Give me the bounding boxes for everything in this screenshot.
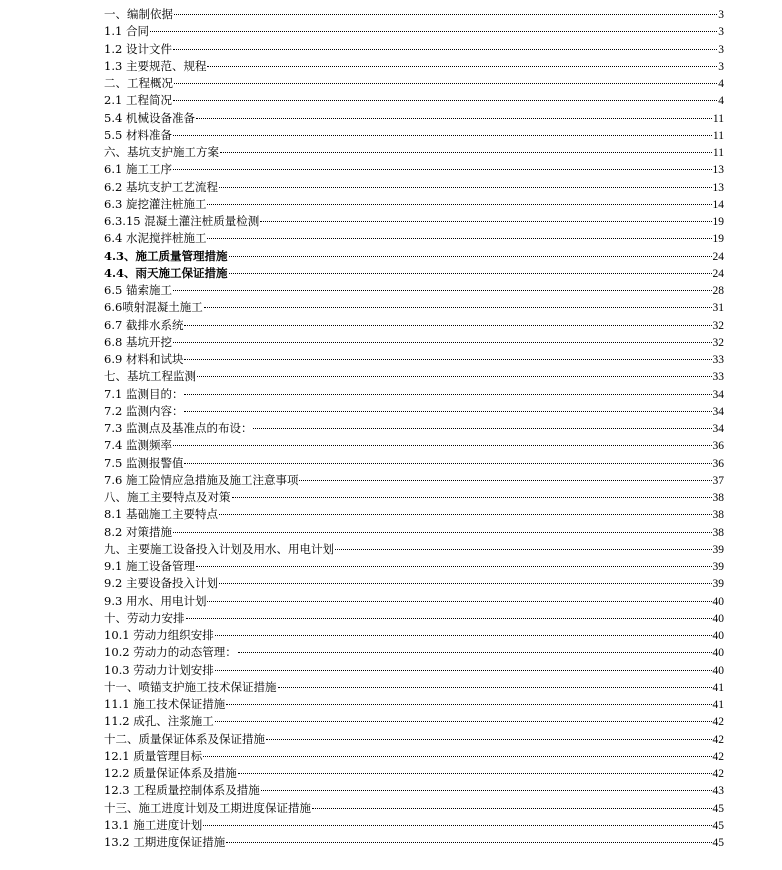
toc-entry-page-number: 13 — [712, 181, 724, 194]
toc-entry-title: 7.3 监测点及基准点的布设： — [104, 421, 253, 435]
toc-entry-page-number: 19 — [712, 233, 724, 246]
toc-entry-title: 6.5 锚索施工 — [104, 283, 172, 297]
toc-entry-title: 12.3 工程质量控制体系及措施 — [104, 783, 260, 798]
toc-entry-title: 六、基坑支护施工方案 — [104, 145, 219, 159]
toc-entry-title: 10.3 劳动力计划安排 — [104, 662, 214, 677]
toc-entry-page-number: 4 — [718, 95, 724, 108]
toc-entry-page-number: 4 — [718, 78, 724, 90]
toc-entry-page-number: 34 — [712, 388, 724, 401]
dot-leader — [215, 670, 712, 671]
toc-entry-page-number: 3 — [718, 26, 724, 39]
dot-leader — [335, 549, 712, 550]
dot-leader — [173, 342, 712, 343]
toc-entry[interactable] — [104, 420, 724, 437]
toc-entry-page-number: 39 — [712, 543, 724, 556]
toc-entry[interactable] — [104, 127, 724, 144]
toc-entry-page-number: 36 — [712, 440, 724, 453]
dot-leader — [173, 100, 717, 101]
toc-entry-title: 1.1 合同 — [104, 24, 149, 39]
table-of-contents — [104, 6, 724, 851]
toc-entry-title: 十三、施工进度计划及工期进度保证措施 — [104, 800, 311, 815]
toc-entry[interactable] — [104, 179, 724, 196]
toc-entry-title: 6.6喷射混凝土施工 — [104, 300, 203, 315]
toc-entry-title: 6.3 旋挖灌注桩施工 — [104, 196, 207, 211]
toc-entry-title: 一、编制依据 — [104, 7, 173, 21]
toc-entry[interactable] — [104, 213, 724, 230]
toc-entry[interactable] — [104, 765, 724, 782]
dot-leader — [229, 256, 712, 257]
toc-entry[interactable] — [104, 196, 724, 213]
toc-entry-title: 8.2 对策措施 — [104, 524, 172, 539]
toc-entry[interactable] — [104, 558, 724, 575]
toc-entry[interactable] — [104, 23, 724, 40]
dot-leader — [173, 49, 717, 50]
toc-entry-title: 4.3、施工质量管理措施 — [104, 248, 228, 263]
toc-entry-page-number: 40 — [712, 664, 724, 677]
dot-leader — [238, 773, 712, 774]
toc-entry-title: 9.3 用水、用电计划 — [104, 593, 207, 608]
dot-leader — [266, 739, 712, 740]
toc-entry-page-number: 19 — [712, 216, 724, 228]
toc-entry-title: 7.2 监测内容： — [104, 403, 184, 418]
toc-entry-title: 5.5 材料准备 — [104, 127, 172, 142]
toc-entry-page-number: 11 — [712, 147, 724, 159]
toc-entry[interactable] — [104, 248, 724, 265]
toc-entry-title: 8.1 基础施工主要特点 — [104, 507, 218, 522]
dot-leader — [226, 842, 711, 843]
toc-entry[interactable] — [104, 351, 724, 368]
toc-entry-page-number: 38 — [712, 492, 724, 504]
toc-entry[interactable] — [104, 58, 724, 75]
toc-entry-title: 12.1 质量管理目标 — [104, 748, 203, 763]
toc-entry-page-number: 33 — [712, 371, 724, 384]
dot-leader — [219, 187, 712, 188]
dot-leader — [312, 808, 712, 809]
toc-entry-title: 7.5 监测报警值 — [104, 455, 184, 470]
dot-leader — [232, 497, 712, 498]
toc-entry[interactable] — [104, 593, 724, 610]
toc-entry-title: 二、工程概况 — [104, 76, 173, 90]
toc-entry-page-number: 42 — [712, 768, 724, 780]
toc-entry[interactable] — [104, 782, 724, 799]
toc-entry-page-number: 32 — [712, 336, 724, 349]
toc-entry-page-number: 28 — [712, 285, 724, 297]
toc-entry-title: 12.2 质量保证体系及措施 — [104, 766, 237, 780]
toc-entry-page-number: 38 — [712, 509, 724, 522]
toc-entry[interactable] — [104, 817, 724, 834]
dot-leader — [174, 14, 717, 15]
toc-entry[interactable] — [104, 144, 724, 161]
dot-leader — [260, 221, 711, 222]
toc-entry[interactable] — [104, 403, 724, 420]
toc-entry[interactable] — [104, 610, 724, 627]
toc-entry[interactable] — [104, 662, 724, 679]
dot-leader — [226, 704, 711, 705]
toc-entry[interactable] — [104, 489, 724, 506]
dot-leader — [196, 118, 712, 119]
toc-entry[interactable] — [104, 679, 724, 696]
dot-leader — [184, 359, 711, 360]
toc-entry[interactable] — [104, 92, 724, 109]
dot-leader — [238, 652, 712, 653]
dot-leader — [207, 66, 717, 67]
toc-entry[interactable] — [104, 506, 724, 523]
toc-entry[interactable] — [104, 386, 724, 403]
dot-leader — [215, 635, 712, 636]
dot-leader — [184, 411, 711, 412]
dot-leader — [207, 238, 711, 239]
dot-leader — [173, 135, 712, 136]
toc-entry-page-number: 43 — [712, 785, 724, 798]
dot-leader — [150, 31, 717, 32]
toc-entry[interactable] — [104, 696, 724, 713]
toc-entry[interactable] — [104, 713, 724, 730]
toc-entry-page-number: 31 — [712, 302, 724, 315]
toc-entry-page-number: 39 — [712, 578, 724, 591]
toc-entry[interactable] — [104, 368, 724, 385]
toc-entry-page-number: 45 — [712, 837, 724, 849]
dot-leader — [173, 169, 712, 170]
toc-entry-title: 6.2 基坑支护工艺流程 — [104, 179, 218, 194]
toc-entry[interactable] — [104, 541, 724, 558]
toc-entry[interactable] — [104, 644, 724, 661]
toc-entry[interactable] — [104, 437, 724, 454]
toc-entry-page-number: 34 — [712, 405, 724, 418]
dot-leader — [173, 290, 712, 291]
toc-entry-title: 七、基坑工程监测 — [104, 369, 196, 384]
toc-entry-title: 九、主要施工设备投入计划及用水、用电计划 — [104, 541, 334, 556]
dot-leader — [196, 566, 712, 567]
toc-entry[interactable] — [104, 282, 724, 299]
toc-entry-title: 1.3 主要规范、规程 — [104, 58, 207, 73]
toc-entry-title: 11.1 施工技术保证措施 — [104, 697, 226, 711]
dot-leader — [197, 376, 712, 377]
toc-entry-title: 10.1 劳动力组织安排 — [104, 628, 214, 642]
toc-entry-page-number: 38 — [712, 526, 724, 539]
toc-entry[interactable] — [104, 41, 724, 58]
toc-entry[interactable] — [104, 110, 724, 127]
dot-leader — [220, 152, 712, 153]
toc-entry[interactable] — [104, 731, 724, 748]
dot-leader — [299, 480, 711, 481]
toc-entry-page-number: 40 — [712, 647, 724, 660]
toc-entry-title: 6.7 截排水系统 — [104, 317, 184, 332]
toc-entry-page-number: 33 — [712, 354, 724, 366]
toc-entry-title: 十二、质量保证体系及保证措施 — [104, 731, 265, 746]
toc-entry-page-number: 40 — [712, 612, 724, 625]
toc-entry[interactable] — [104, 800, 724, 817]
toc-entry-title: 十、劳动力安排 — [104, 610, 185, 625]
toc-entry[interactable] — [104, 834, 724, 851]
dot-leader — [219, 583, 712, 584]
toc-entry-page-number: 40 — [712, 595, 724, 608]
dot-leader — [229, 273, 712, 274]
toc-entry-page-number: 42 — [712, 733, 724, 746]
toc-entry-title: 10.2 劳动力的动态管理： — [104, 645, 237, 660]
toc-entry-page-number: 11 — [712, 112, 724, 125]
toc-entry-title: 13.1 施工进度计划 — [104, 817, 203, 832]
toc-entry-page-number: 34 — [712, 423, 724, 435]
toc-entry[interactable] — [104, 299, 724, 316]
toc-entry-page-number: 41 — [712, 681, 724, 694]
toc-entry[interactable] — [104, 334, 724, 351]
toc-entry-page-number: 13 — [712, 164, 724, 177]
toc-entry-page-number: 3 — [718, 60, 724, 73]
toc-entry-page-number: 14 — [712, 198, 724, 211]
toc-entry-title: 9.2 主要设备投入计划 — [104, 576, 218, 591]
dot-leader — [203, 756, 711, 757]
toc-entry-title: 13.2 工期进度保证措施 — [104, 835, 226, 849]
toc-entry-title: 6.1 施工工序 — [104, 162, 172, 177]
dot-leader — [173, 445, 712, 446]
toc-entry-title: 9.1 施工设备管理 — [104, 559, 195, 573]
dot-leader — [184, 325, 711, 326]
toc-entry-page-number: 39 — [712, 561, 724, 573]
toc-entry[interactable] — [104, 75, 724, 92]
toc-entry-page-number: 42 — [712, 716, 724, 729]
toc-entry-title: 2.1 工程简况 — [104, 93, 172, 108]
toc-entry[interactable] — [104, 524, 724, 541]
toc-entry-page-number: 24 — [712, 267, 724, 280]
toc-entry-title: 八、施工主要特点及对策 — [104, 490, 231, 504]
dot-leader — [261, 790, 712, 791]
toc-entry-page-number: 24 — [712, 250, 724, 263]
dot-leader — [278, 687, 712, 688]
toc-entry-page-number: 45 — [712, 819, 724, 832]
toc-entry-title: 4.4、雨天施工保证措施 — [104, 265, 228, 280]
toc-entry[interactable] — [104, 265, 724, 282]
dot-leader — [204, 307, 712, 308]
dot-leader — [215, 721, 712, 722]
toc-entry[interactable] — [104, 627, 724, 644]
dot-leader — [184, 463, 711, 464]
toc-entry-page-number: 3 — [718, 43, 724, 56]
toc-entry[interactable] — [104, 575, 724, 592]
toc-entry-title: 6.8 基坑开挖 — [104, 334, 172, 349]
toc-entry-title: 11.2 成孔、注浆施工 — [104, 714, 214, 729]
toc-entry-page-number: 45 — [712, 802, 724, 815]
toc-entry-page-number: 36 — [712, 457, 724, 470]
toc-entry-title: 6.3.15 混凝土灌注桩质量检测 — [104, 214, 260, 228]
toc-entry-page-number: 42 — [712, 750, 724, 763]
toc-entry-page-number: 32 — [712, 319, 724, 332]
dot-leader — [174, 83, 717, 84]
toc-entry-title: 7.1 监测目的： — [104, 386, 184, 401]
toc-entry[interactable] — [104, 6, 724, 23]
toc-entry-title: 1.2 设计文件 — [104, 41, 172, 56]
dot-leader — [207, 204, 711, 205]
toc-entry-title: 6.9 材料和试块 — [104, 352, 184, 366]
dot-leader — [184, 394, 711, 395]
dot-leader — [253, 428, 711, 429]
dot-leader — [219, 514, 712, 515]
toc-entry-title: 6.4 水泥搅拌桩施工 — [104, 231, 207, 246]
toc-entry[interactable] — [104, 455, 724, 472]
toc-entry-page-number: 40 — [712, 630, 724, 642]
toc-entry-page-number: 11 — [712, 129, 724, 142]
toc-entry[interactable] — [104, 317, 724, 334]
toc-entry-page-number: 3 — [718, 9, 724, 21]
toc-entry-page-number: 41 — [712, 699, 724, 711]
toc-entry[interactable] — [104, 748, 724, 765]
toc-entry-title: 7.4 监测频率 — [104, 438, 172, 453]
toc-entry[interactable] — [104, 472, 724, 489]
dot-leader — [186, 618, 712, 619]
toc-entry-page-number: 37 — [712, 474, 724, 487]
toc-entry[interactable] — [104, 230, 724, 247]
dot-leader — [173, 532, 712, 533]
toc-entry-title: 5.4 机械设备准备 — [104, 110, 195, 125]
toc-entry-title: 十一、喷锚支护施工技术保证措施 — [104, 679, 277, 694]
dot-leader — [203, 825, 711, 826]
toc-entry[interactable] — [104, 161, 724, 178]
toc-entry-title: 7.6 施工险情应急措施及施工注意事项 — [104, 472, 299, 487]
dot-leader — [207, 601, 711, 602]
